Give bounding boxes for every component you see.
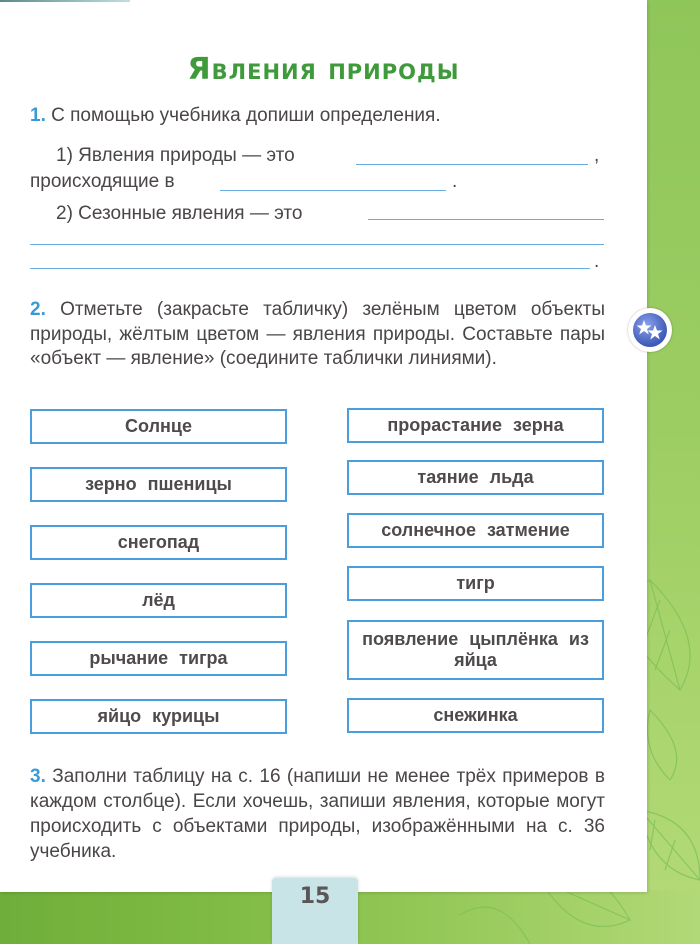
- object-box-sun[interactable]: Солнце: [30, 409, 287, 444]
- task2-instruction: [30, 298, 605, 372]
- task3-instruction: [30, 764, 605, 864]
- task1-blank-2[interactable]: [220, 190, 446, 191]
- task1-blank-3[interactable]: [368, 219, 604, 220]
- phenomenon-box-grain-sprouting[interactable]: прорастание зерна: [347, 408, 604, 443]
- task3-text: Заполни таблицу на с. 16 (напиши не менее трёх примеров в каждом столбце). Если хочешь, запиши явления, которые могут происходить с объектами природы, изображёнными на с. 36 учебника.: [30, 766, 605, 862]
- two-stars-icon: [633, 313, 667, 347]
- task1-item2-label: 2) Сезонные явления — это: [56, 203, 303, 224]
- task2-text: Отметьте (закрасьте табличку) зелёным цветом объекты природы, жёлтым цветом — явления природы. Составьте пары «объект — явление» (соедините таблички линиями).: [30, 299, 605, 369]
- phenomenon-box-chick-hatching[interactable]: появление цыплёнка из яйца: [347, 620, 604, 680]
- object-box-snowflake[interactable]: снежинка: [347, 698, 604, 733]
- object-box-chicken-egg[interactable]: яйцо курицы: [30, 699, 287, 734]
- task1-blank-4[interactable]: [30, 244, 604, 245]
- object-box-ice[interactable]: лёд: [30, 583, 287, 618]
- phenomenon-box-solar-eclipse[interactable]: солнечное затмение: [347, 513, 604, 548]
- task1-instruction: [30, 104, 605, 128]
- page-title: Явления природы: [187, 52, 460, 87]
- task1-number: 1.: [30, 105, 46, 126]
- difficulty-badge: [628, 308, 672, 352]
- task1-blank-1[interactable]: [356, 164, 588, 165]
- task1-text: С помощью учебника допиши определения.: [51, 105, 441, 126]
- phenomenon-box-tiger-roar[interactable]: рычание тигра: [30, 641, 287, 676]
- task1-blank-5[interactable]: [30, 268, 590, 269]
- task1-period-2: .: [594, 251, 600, 272]
- task1-period-1: .: [452, 171, 458, 192]
- task1-comma: ,: [594, 145, 600, 166]
- task1-item1-line2-label: происходящие в: [30, 171, 175, 192]
- phenomenon-box-ice-melting[interactable]: таяние льда: [347, 460, 604, 495]
- task1-item1-label: 1) Явления природы — это: [56, 145, 295, 166]
- object-box-wheat-grain[interactable]: зерно пшеницы: [30, 467, 287, 502]
- task3-number: 3.: [30, 766, 46, 787]
- page-number-tab: [272, 878, 358, 944]
- page-number: 15: [299, 884, 331, 909]
- task2-number: 2.: [30, 299, 46, 320]
- phenomenon-box-snowfall[interactable]: снегопад: [30, 525, 287, 560]
- object-box-tiger[interactable]: тигр: [347, 566, 604, 601]
- top-decorative-strip: [0, 0, 130, 2]
